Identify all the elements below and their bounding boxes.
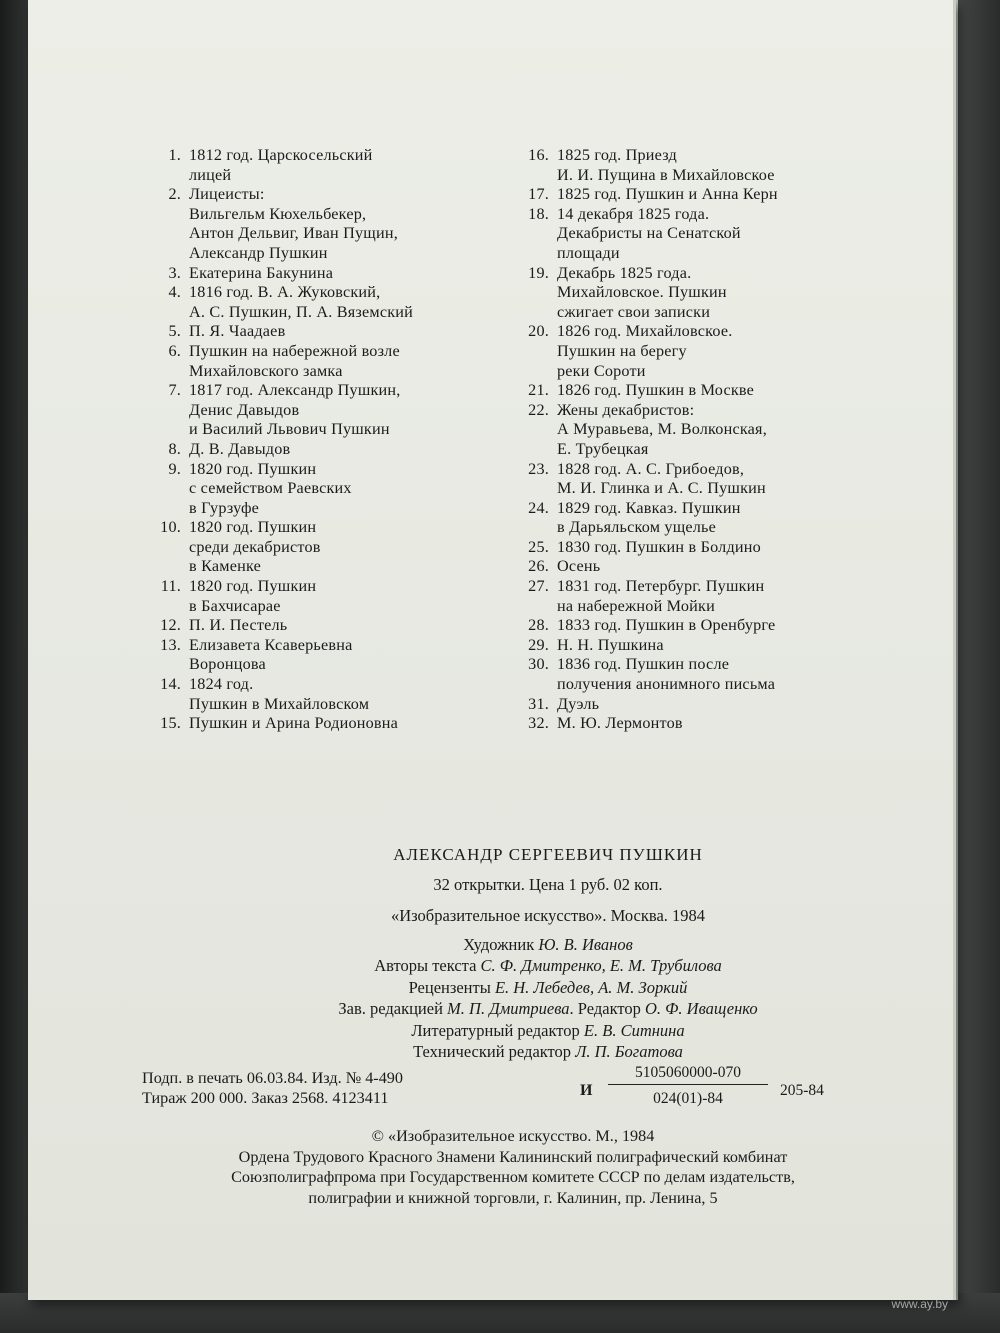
print-info-line: Тираж 200 000. Заказ 2568. 4123411: [142, 1089, 389, 1107]
contents-entry: [511, 695, 871, 715]
entry-line: сжигает свои записки: [557, 302, 711, 321]
entry-text: [557, 401, 871, 460]
entry-line: Декабристы на Сенатской: [557, 224, 741, 243]
imprint-line: Союзполиграфпрома при Государственном комитете СССР по делам издательств,: [231, 1168, 795, 1186]
entry-line: Лицеисты:: [189, 185, 265, 204]
contents-entry: [511, 538, 871, 558]
credit-artist: [228, 934, 868, 955]
code-letter: И: [580, 1082, 593, 1099]
contents-entry: [511, 264, 871, 323]
credit-label: Редактор: [577, 999, 641, 1019]
entry-line: реки Сороти: [557, 361, 646, 380]
entry-line: Елизавета Ксаверьевна: [189, 635, 353, 654]
contents-entry: [511, 636, 871, 656]
entry-text: [189, 185, 503, 263]
contents-entry: [143, 460, 503, 519]
credit-technical-editor: [228, 1041, 868, 1062]
entry-line: Н. Н. Пушкина: [557, 635, 664, 654]
entry-line: среди декабристов: [189, 537, 321, 556]
entry-line: Пушкин на набережной возле: [189, 341, 400, 360]
entry-number: 18.: [528, 204, 549, 223]
set-title: АЛЕКСАНДР СЕРГЕЕВИЧ ПУШКИН: [393, 845, 703, 864]
site-watermark: www.ay.by: [891, 1297, 948, 1311]
entry-number: 27.: [528, 577, 549, 596]
entry-text: [189, 577, 503, 616]
contents-entry: [143, 518, 503, 577]
entry-text: [189, 381, 503, 440]
entry-text: [189, 146, 503, 185]
entry-number: 31.: [528, 694, 549, 713]
contents-entry: [511, 381, 871, 401]
contents-entry: [143, 675, 503, 714]
entry-text: [557, 146, 871, 185]
entry-number: 8.: [168, 439, 181, 458]
entry-number: 5.: [168, 322, 181, 341]
entry-text: [557, 557, 871, 577]
entry-number: 10.: [160, 518, 181, 537]
entry-line: Пушкин на берегу: [557, 341, 687, 360]
contents-left-column: [143, 146, 503, 734]
entry-number: 13.: [160, 635, 181, 654]
entry-line: получения анонимного письма: [557, 675, 776, 694]
entry-text: [557, 655, 871, 694]
credit-label: Зав. редакцией: [338, 999, 443, 1019]
entry-text: [189, 616, 503, 636]
copyright-line: © «Изобразительное искусство. М., 1984: [371, 1127, 655, 1145]
contents-entry: [143, 185, 503, 263]
entry-line: Пушкин и Арина Родионовна: [189, 714, 399, 733]
contents-entry: [143, 342, 503, 381]
entry-text: [557, 460, 871, 499]
contents-entry: [511, 185, 871, 205]
entry-line: 1825 год. Приезд: [557, 146, 677, 164]
code-right: 205-84: [780, 1082, 824, 1099]
entry-line: с семейством Раевских: [189, 479, 352, 498]
credit-name: С. Ф. Дмитренко, Е. М. Трубилова: [480, 956, 722, 976]
entry-line: 1828 год. А. С. Грибоедов,: [557, 459, 745, 478]
entry-number: 1.: [168, 146, 181, 164]
entry-number: 28.: [528, 616, 549, 635]
contents-entry: [511, 557, 871, 577]
credit-literary-editor: [228, 1020, 868, 1041]
entry-number: 21.: [528, 381, 549, 400]
entry-number: 4.: [168, 283, 181, 302]
entry-line: Вильгельм Кюхельбекер,: [189, 204, 367, 223]
entry-line: и Василий Львович Пушкин: [189, 420, 390, 439]
entry-line: 1817 год. Александр Пушкин,: [189, 381, 401, 400]
entry-number: 11.: [160, 577, 181, 596]
entry-line: в Каменке: [189, 557, 261, 576]
entry-text: [557, 695, 871, 715]
entry-line: 1820 год. Пушкин: [189, 459, 317, 478]
entry-line: 1820 год. Пушкин: [189, 518, 317, 537]
contents-entry: [511, 146, 871, 185]
entry-line: А Муравьева, М. Волконская,: [557, 420, 767, 439]
entry-text: [557, 322, 871, 381]
entry-line: М. И. Глинка и А. С. Пушкин: [557, 479, 766, 498]
entry-line: Декабрь 1825 года.: [557, 263, 692, 282]
code-denominator: 024(01)-84: [653, 1090, 723, 1107]
entry-number: 24.: [528, 498, 549, 517]
entry-line: Александр Пушкин: [189, 243, 328, 262]
entry-number: 30.: [528, 655, 549, 674]
credit-text-authors: [228, 955, 868, 976]
entry-line: на набережной Мойки: [557, 596, 715, 615]
entry-line: 1825 год. Пушкин и Анна Керн: [557, 185, 778, 204]
credit-label: Художник: [463, 935, 535, 954]
entry-text: [189, 518, 503, 577]
entry-text: [189, 322, 503, 342]
contents-entry: [511, 205, 871, 264]
print-info-line: Подп. в печать 06.03.84. Изд. № 4-490: [142, 1069, 403, 1087]
entry-line: Воронцова: [189, 655, 266, 674]
publisher-line: «Изобразительное искусство». Москва. 1984: [390, 906, 706, 925]
entry-text: [557, 185, 871, 205]
entry-line: 1836 год. Пушкин после: [557, 655, 730, 674]
code-numerator: 5105060000-070: [635, 1064, 741, 1081]
entry-line: М. Ю. Лермонтов: [557, 714, 683, 733]
entry-line: П. И. Пестель: [189, 616, 288, 635]
entry-line: 1816 год. В. А. Жуковский,: [189, 283, 381, 302]
entry-number: 20.: [528, 322, 549, 341]
entry-line: 1812 год. Царскосельский: [189, 146, 373, 164]
code-fraction-bar: [608, 1084, 768, 1085]
credit-reviewers: [228, 977, 868, 998]
entry-line: Е. Трубецкая: [557, 439, 649, 458]
entry-line: Михайловского замка: [189, 361, 343, 380]
entry-text: [557, 714, 871, 734]
entry-number: 16.: [528, 146, 549, 164]
classification-code: [580, 1064, 845, 1114]
entry-line: в Дарьяльском ущелье: [557, 518, 716, 537]
entry-line: Д. В. Давыдов: [189, 439, 291, 458]
imprint-footer: [118, 1126, 908, 1208]
credit-name: Ю. В. Иванов: [538, 935, 633, 954]
entry-line: И. И. Пущина в Михайловское: [557, 165, 775, 184]
entry-line: 14 декабря 1825 года.: [557, 204, 710, 223]
entry-number: 23.: [528, 459, 549, 478]
entry-text: [557, 205, 871, 264]
entry-number: 19.: [528, 263, 549, 282]
credit-editors: Зав. редакцией М. П. Дмитриева. Редактор О. Ф. Иващенко: [338, 999, 758, 1019]
contents-entry: [511, 577, 871, 616]
credits-block: [228, 934, 868, 1062]
contents-entry: [511, 401, 871, 460]
entry-number: 12.: [160, 616, 181, 635]
entry-text: [557, 577, 871, 616]
entry-line: площади: [557, 243, 620, 262]
entry-text: [189, 636, 503, 675]
entry-text: [557, 381, 871, 401]
entry-text: [189, 342, 503, 381]
entry-number: 6.: [168, 341, 181, 360]
entry-line: Жены декабристов:: [557, 400, 695, 419]
entry-line: 1826 год. Михайловское.: [557, 322, 733, 341]
contents-entry: [143, 616, 503, 636]
entry-number: 26.: [528, 557, 549, 576]
credit-label: Рецензенты: [408, 977, 491, 997]
entry-number: 29.: [528, 635, 549, 654]
entry-line: в Бахчисарае: [189, 596, 281, 615]
entry-text: [557, 499, 871, 538]
contents-entry: [511, 460, 871, 499]
entry-number: 2.: [168, 185, 181, 204]
entry-number: 9.: [168, 459, 181, 478]
contents-entry: [143, 714, 503, 734]
entry-number: 15.: [160, 714, 181, 733]
entry-line: Михайловское. Пушкин: [557, 283, 727, 302]
contents-entry: [143, 283, 503, 322]
entry-line: 1820 год. Пушкин: [189, 577, 317, 596]
entry-line: 1826 год. Пушкин в Москве: [557, 381, 755, 400]
entry-text: [189, 460, 503, 519]
print-info: [142, 1068, 403, 1108]
credit-label: Авторы текста: [374, 956, 477, 976]
credit-name: М. П. Дмитриева: [447, 999, 570, 1019]
entry-text: [189, 264, 503, 284]
entry-text: [189, 675, 503, 714]
contents-entry: [143, 264, 503, 284]
credit-label: Технический редактор: [413, 1042, 572, 1062]
contents-entry: [511, 499, 871, 538]
contents-entry: [511, 655, 871, 694]
entry-line: 1829 год. Кавказ. Пушкин: [557, 498, 741, 517]
credit-name: Е. Н. Лебедев, А. М. Зоркий: [494, 977, 688, 997]
entry-number: 3.: [168, 263, 181, 282]
contents-entry: [143, 381, 503, 440]
entry-line: Пушкин в Михайловском: [189, 694, 370, 713]
imprint-line: полиграфии и книжной торговли, г. Калинин, пр. Ленина, 5: [308, 1188, 718, 1207]
contents-entry: [511, 616, 871, 636]
entry-line: лицей: [189, 165, 232, 184]
entry-line: Екатерина Бакунина: [189, 263, 334, 282]
contents-entry: [143, 440, 503, 460]
entry-line: 1833 год. Пушкин в Оренбурге: [557, 616, 776, 635]
contents-entry: [511, 714, 871, 734]
credit-name: Л. П. Богатова: [575, 1042, 683, 1062]
credit-label: Литературный редактор: [411, 1020, 580, 1040]
contents-entry: [143, 577, 503, 616]
credit-name: О. Ф. Иващенко: [644, 999, 758, 1019]
entry-number: 22.: [528, 400, 549, 419]
price-line: 32 открытки. Цена 1 руб. 02 коп.: [433, 875, 663, 894]
entry-number: 32.: [528, 714, 549, 733]
entry-text: [557, 264, 871, 323]
contents-entry: [143, 146, 503, 185]
entry-line: Денис Давыдов: [189, 400, 300, 419]
entry-line: 1831 год. Петербург. Пушкин: [557, 577, 765, 596]
entry-text: [557, 538, 871, 558]
entry-line: А. С. Пушкин, П. А. Вяземский: [189, 302, 414, 321]
entry-number: 25.: [528, 537, 549, 556]
entry-text: [557, 616, 871, 636]
imprint-line: Ордена Трудового Красного Знамени Калининский полиграфический комбинат: [238, 1147, 788, 1166]
contents-entry: [143, 636, 503, 675]
entry-text: [189, 440, 503, 460]
entry-number: 7.: [168, 381, 181, 400]
entry-line: Дуэль: [557, 694, 600, 713]
entry-line: 1830 год. Пушкин в Болдино: [557, 537, 761, 556]
entry-number: 14.: [160, 675, 181, 694]
entry-line: 1824 год.: [189, 675, 254, 694]
entry-text: [557, 636, 871, 656]
entry-line: П. Я. Чаадаев: [189, 322, 286, 341]
entry-number: 17.: [528, 185, 549, 204]
credit-name: Е. В. Ситнина: [583, 1020, 685, 1040]
contents-entry: [511, 322, 871, 381]
contents-entry: [143, 322, 503, 342]
contents-right-column: [511, 146, 871, 734]
entry-text: [189, 714, 503, 734]
entry-line: в Гурзуфе: [189, 498, 260, 517]
entry-line: Осень: [557, 557, 601, 576]
entry-line: Антон Дельвиг, Иван Пущин,: [189, 224, 398, 243]
entry-text: [189, 283, 503, 322]
